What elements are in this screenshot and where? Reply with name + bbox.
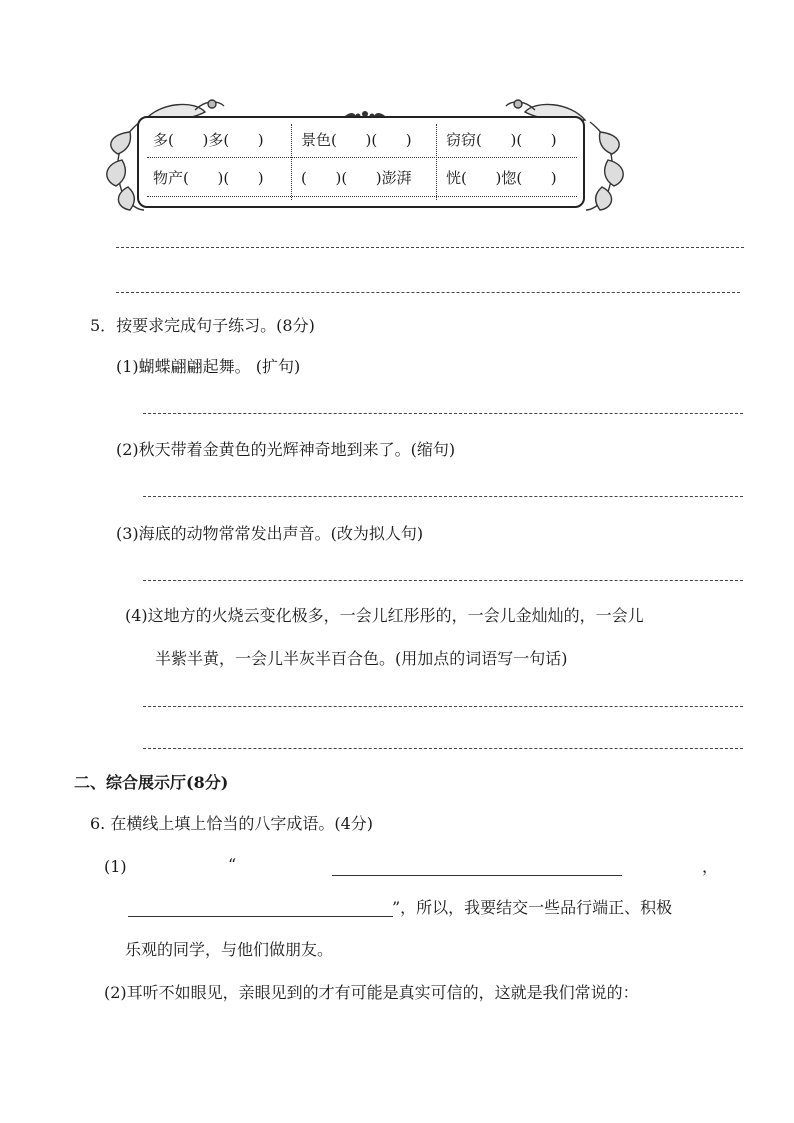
answer-line[interactable] [143,748,743,749]
answer-line[interactable] [143,706,743,707]
idiom-cell: 窃窃( )( ) [446,131,557,149]
answer-line[interactable] [143,413,743,414]
answer-line[interactable] [143,496,743,497]
question-5-item-3: (3)海底的动物常常发出声音。(改为拟人句) [116,524,424,543]
question-6-title: 6. 在横线上填上恰当的八字成语。(4分) [90,814,374,833]
idiom-cell: 恍( )惚( ) [446,169,557,187]
question-6-item-2: (2)耳听不如眼见，亲眼见到的才有可能是真实可信的，这就是我们常说的： [104,983,639,1002]
comma: ， [702,857,719,876]
idiom-box-row-divider [147,157,577,158]
answer-line[interactable] [116,247,744,248]
question-5-item-2: (2)秋天带着金黄色的光辉神奇地到来了。(缩句) [116,440,456,459]
idiom-box-bottom-dots [147,196,577,197]
question-6-item-1-label: (1) [104,857,127,876]
answer-line[interactable] [116,292,740,293]
answer-line[interactable] [332,875,622,876]
idiom-cell: 物产( )( ) [153,169,264,187]
question-5-item-4-cont: 半紫半黄，一会儿半灰半百合色。(用加点的词语写一句话) [155,649,568,668]
idiom-cell: 景色( )( ) [301,131,412,149]
idiom-box-divider-2 [436,124,437,200]
answer-line[interactable] [128,916,393,917]
question-5-title: 5．按要求完成句子练习。(8分) [90,316,315,335]
section-2-title: 二、综合展示厅(8分) [74,773,229,792]
open-quote: “ [228,855,237,874]
question-6-item-1-cont: 乐观的同学，与他们做朋友。 [125,940,334,959]
idiom-box-divider-1 [291,124,292,200]
answer-line[interactable] [143,580,743,581]
idiom-cell: ( )( )澎湃 [301,169,412,187]
question-6-item-1-tail: ”，所以，我要结交一些品行端正、积极 [392,898,673,917]
question-5-item-4: (4)这地方的火烧云变化极多，一会儿红彤彤的，一会儿金灿灿的，一会儿 [125,606,644,625]
idiom-cell: 多( )多( ) [153,131,264,149]
question-5-item-1: (1)蝴蝶翩翩起舞。 (扩句) [116,357,301,376]
